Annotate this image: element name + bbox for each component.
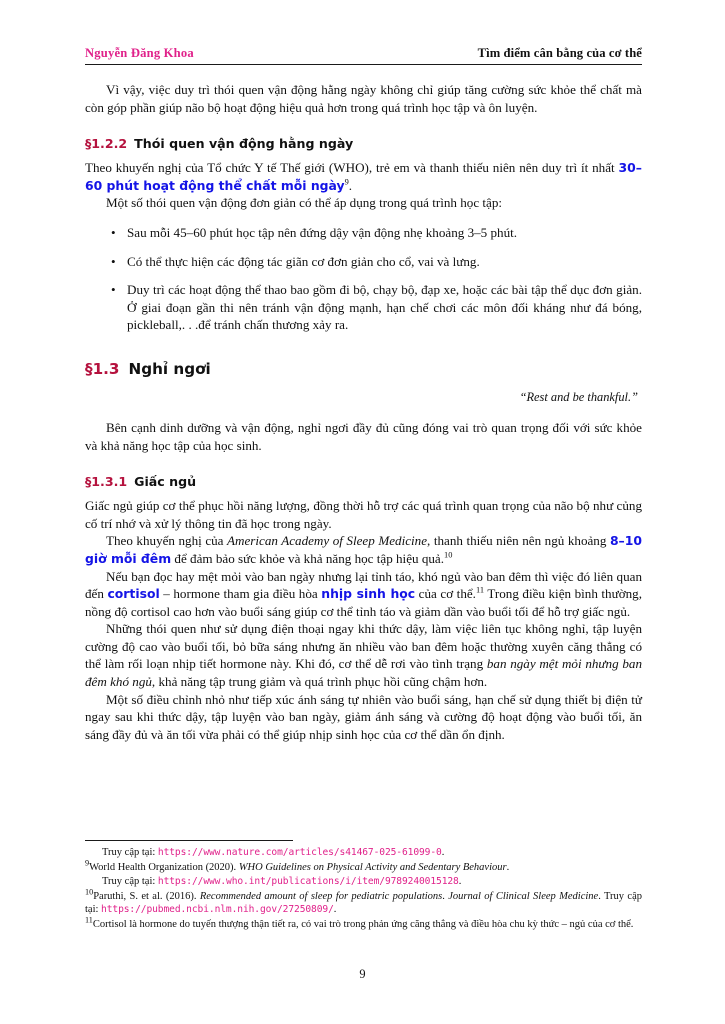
bullet-icon: • xyxy=(111,253,116,269)
footnote-8-continuation xyxy=(85,846,642,860)
footnote-9 xyxy=(85,858,642,875)
footnote-area xyxy=(85,840,642,933)
p4-text-a: Những thói quen như sử dụng điện thoại ngay khi thức dậy, làm việc liên tục không nghỉ, tập luyện cường độ cao vào buổi tối, bỏ bữa sáng nhưng ăn nhiều vào ban đêm hoặc thường xuyên căng thẳng có thể làm rối loạn nhịp tiết hormone này. Khi đó, cơ thể dễ rơi vào tình trạng xyxy=(85,621,642,672)
list-item-text: Duy trì các hoạt động thể thao bao gồm đi bộ, chạy bộ, đạp xe, hoặc các bài tập thể dục đơn giản. Ở giai đoạn gần thi nên tránh vận động mạnh, hạn chế chơi các môn đối kháng như đá bóng, pickleball,. . .để tránh chấn thương xảy ra. xyxy=(127,282,642,333)
access-label: Truy cập tại: xyxy=(102,847,158,858)
lead-text-before: Theo khuyến nghị của Tổ chức Y tế Thế giới (WHO), trẻ em và thanh thiếu niên nên duy trì ít nhất xyxy=(85,160,619,176)
highlight-cortisol: cortisol xyxy=(107,586,160,602)
highlight-activity-duration: 30–60 phút hoạt động thể chất mỗi ngày xyxy=(85,160,642,193)
footnote-link[interactable]: https://pubmed.ncbi.nlm.nih.gov/27250809/ xyxy=(101,904,334,916)
sleep-paragraph-5: Một số điều chỉnh nhỏ như tiếp xúc ánh sáng tự nhiên vào buổi sáng, hạn chế sử dụng thiết bị điện tử ngay sau khi thức dậy, tập luyện vào ban ngày, giảm ánh sáng và cường độ hoạt động vào buổi tối, ăn sáng đầy đủ và ăn tối vừa phải có thể giúp nhịp sinh học của cơ thể dần ổn định. xyxy=(85,691,642,742)
footnote-ref-10[interactable]: 10 xyxy=(444,550,453,560)
intro-paragraph: Vì vậy, việc duy trì thói quen vận động hằng ngày không chỉ giúp tăng cường sức khỏe thể chất mà còn góp phần giúp não bộ hoạt động hiệu quả hơn trong quá trình học tập và ôn luyện. xyxy=(85,82,642,115)
epigraph-quote: “Rest and be thankful.” xyxy=(519,389,638,404)
section-13-intro-paragraph: Bên cạnh dinh dưỡng và vận động, nghỉ ngơi đầy đủ cũng đóng vai trò quan trọng đối với sức khỏe và khả năng học tập của học sinh. xyxy=(85,419,642,453)
p4-text-b: , khả năng tập trung giảm và quá trình phục hồi cũng chậm hơn. xyxy=(151,674,488,690)
fn9-title-italic: WHO Guidelines on Physical Activity and Sedentary Behaviour xyxy=(238,861,507,873)
footnote-link[interactable]: https://www.nature.com/articles/s41467-025-61099-0 xyxy=(157,847,442,858)
p3-text-b: – hormone tham gia điều hòa xyxy=(159,586,322,602)
period: . xyxy=(333,904,337,916)
fn11-text: Cortisol là hormone do tuyến thượng thận tiết ra, có vai trò trong phản ứng căng thẳng và điều hòa chu kỳ thức – ngủ của cơ thể. xyxy=(92,918,634,930)
list-item-text: Có thể thực hiện các động tác giãn cơ đơn giản cho cổ, vai và lưng. xyxy=(127,253,480,269)
sleep-paragraph-2 xyxy=(85,532,642,567)
list-item xyxy=(85,253,642,271)
p2-text-b: , thanh thiếu niên nên ngủ khoảng xyxy=(427,533,610,549)
heading-section-1-2-2 xyxy=(85,136,642,151)
footnote-10 xyxy=(85,887,642,917)
footnote-marker-9: 9 xyxy=(85,858,90,868)
fn10-text-c: . Truy cập tại: xyxy=(85,890,642,916)
fn10-title-italic: Recommended amount of sleep for pediatric populations xyxy=(199,890,443,902)
page-content xyxy=(85,46,642,743)
footnote-11 xyxy=(85,915,642,932)
section-122-second-paragraph: Một số thói quen vận động đơn giản có thể áp dụng trong quá trình học tập: xyxy=(106,195,503,211)
highlight-sleep-duration: 8–10 giờ mỗi đêm xyxy=(85,533,642,566)
emphasis-day-night-pattern: ban ngày mệt mỏi nhưng ban đêm khó ngủ xyxy=(85,656,642,690)
section-title: Thói quen vận động hằng ngày xyxy=(134,136,354,152)
list-item-text: Sau mỗi 45–60 phút học tập nên đứng dậy vận động nhẹ khoảng 3–5 phút. xyxy=(127,224,518,240)
heading-section-1-3-1 xyxy=(85,474,642,489)
footnote-marker-11: 11 xyxy=(85,915,93,925)
list-item xyxy=(85,224,642,242)
page-number: 9 xyxy=(359,967,366,981)
fn9-text-a: World Health Organization (2020). xyxy=(89,861,239,873)
section-number: §1.3.1 xyxy=(85,474,128,490)
access-label: Truy cập tại: xyxy=(102,876,158,888)
footnote-marker-10: 10 xyxy=(85,887,94,897)
footnote-ref-9[interactable]: 9 xyxy=(344,177,349,187)
section-title: Nghỉ ngơi xyxy=(128,359,211,378)
section-122-lead-paragraph xyxy=(85,159,642,194)
footnote-9-access xyxy=(85,875,642,889)
header-author: Nguyễn Đăng Khoa xyxy=(85,46,194,60)
highlight-circadian-rhythm: nhịp sinh học xyxy=(321,586,416,602)
section-number: §1.2.2 xyxy=(85,136,128,152)
footnote-ref-11[interactable]: 11 xyxy=(475,585,485,595)
sleep-paragraph-3 xyxy=(85,568,642,621)
running-header xyxy=(85,46,642,64)
p3-text-d: Trong điều kiện bình thường, nồng độ cortisol cao hơn vào buổi sáng giúp cơ thể tỉnh táo và giảm dần vào buổi tối để hỗ trợ giấc ngủ. xyxy=(85,586,642,619)
p2-text-c: để đảm bảo sức khỏe và khả năng học tập hiệu quả. xyxy=(171,550,445,566)
fn10-text-a: Paruthi, S. et al. (2016). xyxy=(93,890,200,902)
sleep-paragraph-4 xyxy=(85,620,642,690)
footnote-link[interactable]: https://www.who.int/publications/i/item/9789240015128 xyxy=(157,876,459,888)
fn10-text-b: . xyxy=(442,890,449,902)
footnote-rule xyxy=(85,840,293,841)
header-title: Tìm điểm cân bằng của cơ thể xyxy=(477,46,642,60)
fn9-text-b: . xyxy=(506,861,510,873)
p3-text-c: của cơ thể. xyxy=(415,586,476,602)
reference-aasm: American Academy of Sleep Medicine xyxy=(227,533,428,549)
period: . xyxy=(458,876,462,888)
list-item xyxy=(85,281,642,334)
section-number: §1.3 xyxy=(85,359,120,378)
p2-text-a: Theo khuyến nghị của xyxy=(106,533,228,549)
lead-text-after: . xyxy=(348,177,353,193)
bullet-icon: • xyxy=(111,224,116,240)
habit-bullet-list xyxy=(85,224,642,334)
bullet-icon: • xyxy=(111,282,116,298)
section-title: Giấc ngủ xyxy=(134,474,197,490)
period: . xyxy=(441,847,445,858)
header-rule xyxy=(85,64,642,65)
heading-section-1-3 xyxy=(85,360,642,378)
fn10-journal-italic: Journal of Clinical Sleep Medicine xyxy=(448,890,599,902)
sleep-paragraph-1: Giấc ngủ giúp cơ thể phục hồi năng lượng, đồng thời hỗ trợ các quá trình quan trọng của não bộ như củng cố trí nhớ và xử lý thông tin đã học trong ngày. xyxy=(85,498,642,531)
p3-text-a: Nếu bạn đọc hay mệt mỏi vào ban ngày nhưng lại tỉnh táo, khó ngủ vào ban đêm thì việc đó liên quan đến xyxy=(85,568,642,602)
